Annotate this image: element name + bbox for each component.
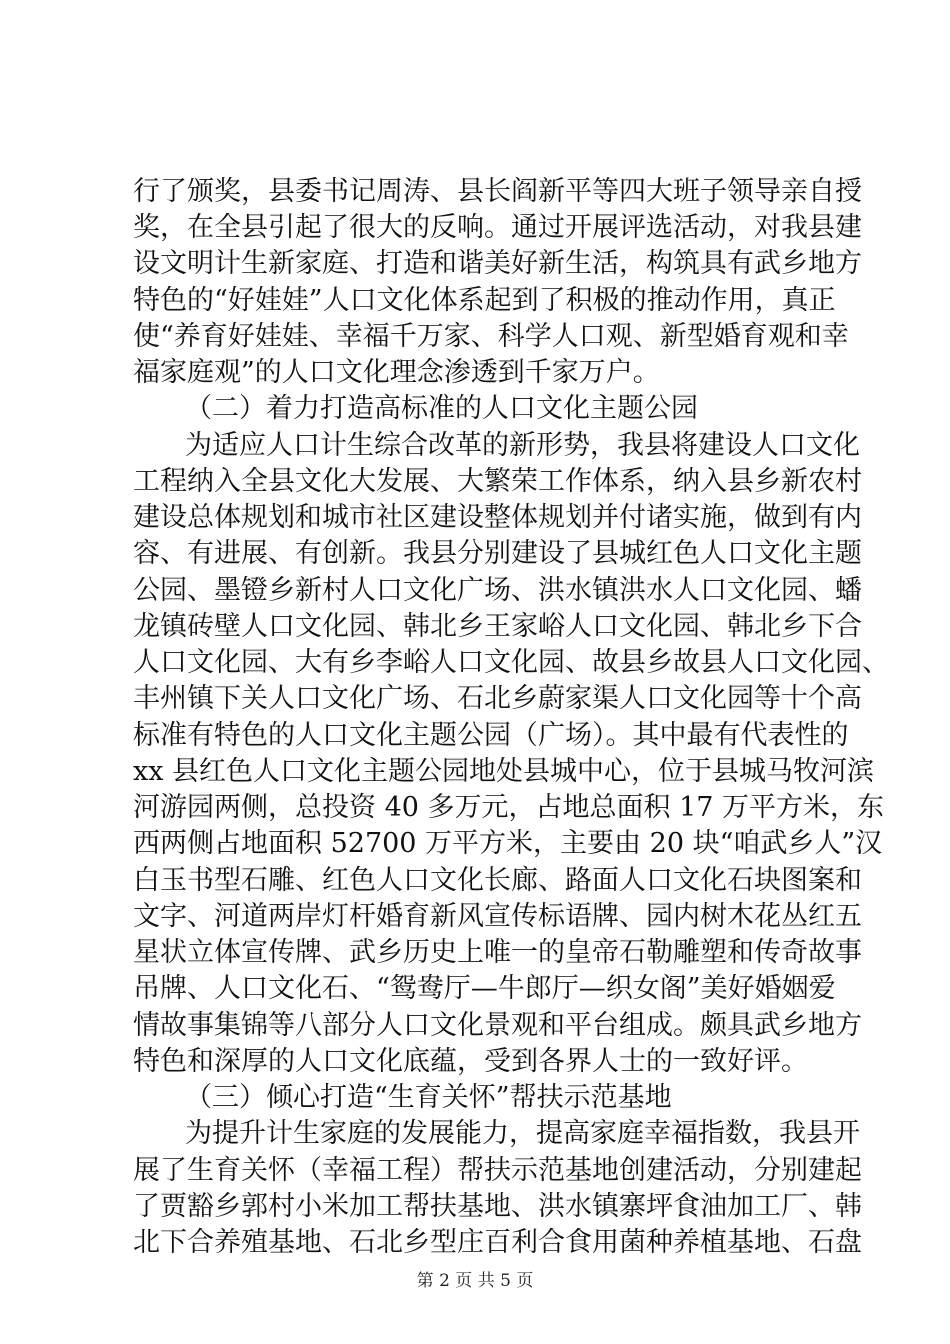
page-number-footer: 第 2 页 共 5 页 [416, 1271, 534, 1291]
text-line: 河游园两侧，总投资 40 多万元，占地总面积 17 万平方米，东 [133, 792, 885, 823]
text-line: 丰州镇下关人口文化广场、石北乡蔚家渠人口文化园等十个高 [133, 683, 862, 714]
text-line: 了贾豁乡郭村小米加工帮扶基地、洪水镇寨坪食油加工厂、韩 [133, 1191, 862, 1222]
text-line: 标准有特色的人口文化主题公园（广场）。其中最有代表性的 [133, 720, 849, 751]
text-line: 人口文化园、大有乡李峪人口文化园、故县乡故县人口文化园、 [133, 647, 889, 678]
text-line: 北下合养殖基地、石北乡型庄百利合食用菌种养植基地、石盘 [133, 1227, 862, 1258]
text-line: 特色和深厚的人口文化底蕴，受到各界人士的一致好评。 [133, 1046, 808, 1077]
text-line: 展了生育关怀（幸福工程）帮扶示范基地创建活动，分别建起 [133, 1155, 862, 1186]
text-line: 奖，在全县引起了很大的反响。通过开展评选活动，对我县建 [133, 212, 862, 243]
text-line: 行了颁奖，县委书记周涛、县长阎新平等四大班子领导亲自授 [133, 176, 862, 207]
text-line: 建设总体规划和城市社区建设整体规划并付诸实施，做到有内 [133, 502, 862, 533]
text-line: 龙镇砖壁人口文化园、韩北乡王家峪人口文化园、韩北乡下合 [133, 611, 862, 642]
text-line: 容、有进展、有创新。我县分别建设了县城红色人口文化主题 [133, 538, 862, 569]
text-line: 为提升计生家庭的发展能力，提高家庭幸福指数，我县开 [185, 1118, 860, 1149]
text-line: xx 县红色人口文化主题公园地处县城中心，位于县城马牧河滨 [133, 756, 875, 787]
text-line: 白玉书型石雕、红色人口文化长廊、路面人口文化石块图案和 [133, 865, 862, 896]
text-line: 使“养育好娃娃、幸福千万家、科学人口观、新型婚育观和幸 [133, 321, 849, 352]
text-line: 吊牌、人口文化石、“鸳鸯厅—牛郎厅—织女阁”美好婚姻爱 [133, 973, 836, 1004]
text-line: 文字、河道两岸灯杆婚育新风宣传标语牌、园内树木花丛红五 [133, 901, 862, 932]
text-line: 公园、墨镫乡新村人口文化广场、洪水镇洪水人口文化园、蟠 [133, 575, 862, 606]
section-heading: （三）倾心打造“生育关怀”帮扶示范基地 [185, 1082, 672, 1113]
section-heading: （二）着力打造高标准的人口文化主题公园 [185, 393, 698, 424]
text-line: 情故事集锦等八部分人口文化景观和平台组成。颇具武乡地方 [133, 1010, 862, 1041]
text-line: 星状立体宣传牌、武乡历史上唯一的皇帝石勒雕塑和传奇故事 [133, 937, 862, 968]
text-line: 特色的“好娃娃”人口文化体系起到了积极的推动作用，真正 [133, 285, 836, 316]
text-line: 工程纳入全县文化大发展、大繁荣工作体系，纳入县乡新农村 [133, 466, 862, 497]
text-line: 福家庭观”的人口文化理念渗透到千家万户。 [133, 357, 660, 388]
text-line: 为适应人口计生综合改革的新形势，我县将建设人口文化 [185, 430, 860, 461]
text-line: 设文明计生新家庭、打造和谐美好新生活，构筑具有武乡地方 [133, 248, 862, 279]
text-line: 西两侧占地面积 52700 万平方米，主要由 20 块“咱武乡人”汉 [133, 828, 883, 859]
